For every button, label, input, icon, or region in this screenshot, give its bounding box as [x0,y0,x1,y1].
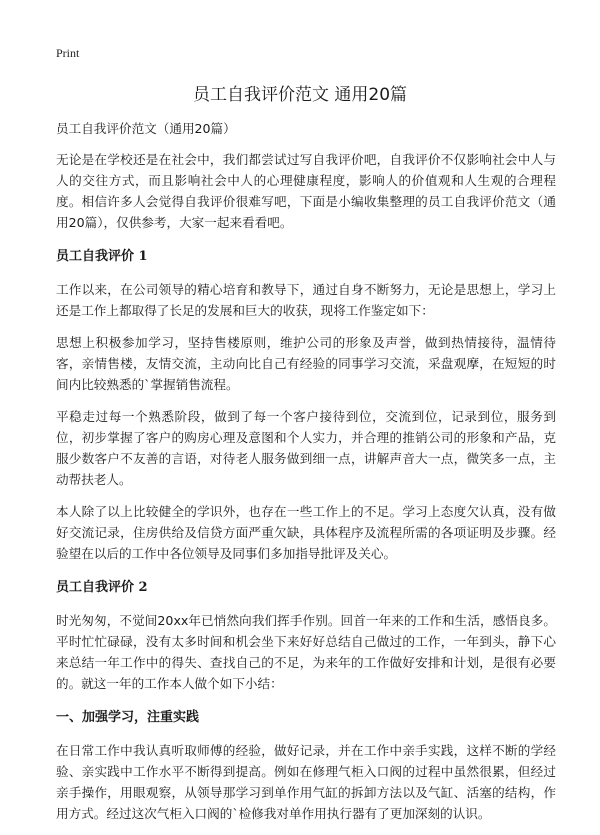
paragraph: 思想上积极参加学习，坚持售楼原则，维护公司的形象及声誉，做到热情接待，温情待客，亲情售楼，友情交流，主动向比自己有经验的同事学习交流，采盘观摩，在短短的时间内比较熟悉的`掌握销售流程。 [56,335,556,392]
section-heading-1: 员工自我评价 1 [56,249,148,264]
section-heading-2: 员工自我评价 2 [56,580,148,595]
document-body [56,118,556,835]
paragraph: 平稳走过每一个熟悉阶段，做到了每一个客户接待到位，交流到位，记录到位，服务到位，初步掌握了客户的购房心理及意图和个人实力，并合理的推销公司的形象和产品，克服少数客户不友善的言语，对待老人服务做到细一点，讲解声音大一点，微笑多一点，主动帮扶老人。 [56,409,556,487]
document-subtitle: 员工自我评价范文（通用20篇） [56,121,236,136]
paragraph: 时光匆匆，不觉间20xx年已悄然向我们挥手作别。回首一年来的工作和生活，感悟良多。平时忙忙碌碌，没有太多时间和机会坐下来好好总结自己做过的工作，一年到头，静下心来总结一年工作中的得失、查找自己的不足，为来年的工作做好安排和计划，是很有必要的。就这一年的工作本人做个如下小结： [56,613,556,691]
print-link[interactable]: Print [56,46,80,60]
page-title: 员工自我评价范文 通用20篇 [192,85,408,105]
paragraph: 工作以来，在公司领导的精心培育和教导下，通过自身不断努力，无论是思想上，学习上还是工作上都取得了长足的发展和巨大的收获，现将工作鉴定如下： [56,282,556,318]
intro-paragraph: 无论是在学校还是在社会中，我们都尝试过写自我评价吧，自我评价不仅影响社会中人与人的交往方式，而且影响社会中人的心理健康程度，影响人的价值观和人生观的合理程度。相信许多人会觉得自我评价很难写吧，下面是小编收集整理的员工自我评价范文（通用20篇），仅供参考，大家一起来看看吧。 [56,152,556,230]
paragraph: 在日常工作中我认真听取师傅的经验，做好记录，并在工作中亲手实践，这样不断的学经验、亲实践中工作水平不断得到提高。例如在修理气柜入口阀的过程中虽然很累，但经过亲手操作，用眼观察，从领导那学习到单作用气缸的拆卸方法以及气缸、活塞的结构，作用方式。经过这次气柜入口阀的`检修我对单作用执行器有了更加深刻的认识。 [56,743,556,821]
paragraph: 本人除了以上比较健全的学识外，也存在一些工作上的不足。学习上态度欠认真，没有做好交流记录，住房供给及信贷方面严重欠缺，具体程序及流程所需的各项证明及步骤。经验望在以后的工作中各位领导及同事们多加指导批评及关心。 [56,504,556,561]
subsection-heading: 一、加强学习，注重实践 [56,710,200,725]
